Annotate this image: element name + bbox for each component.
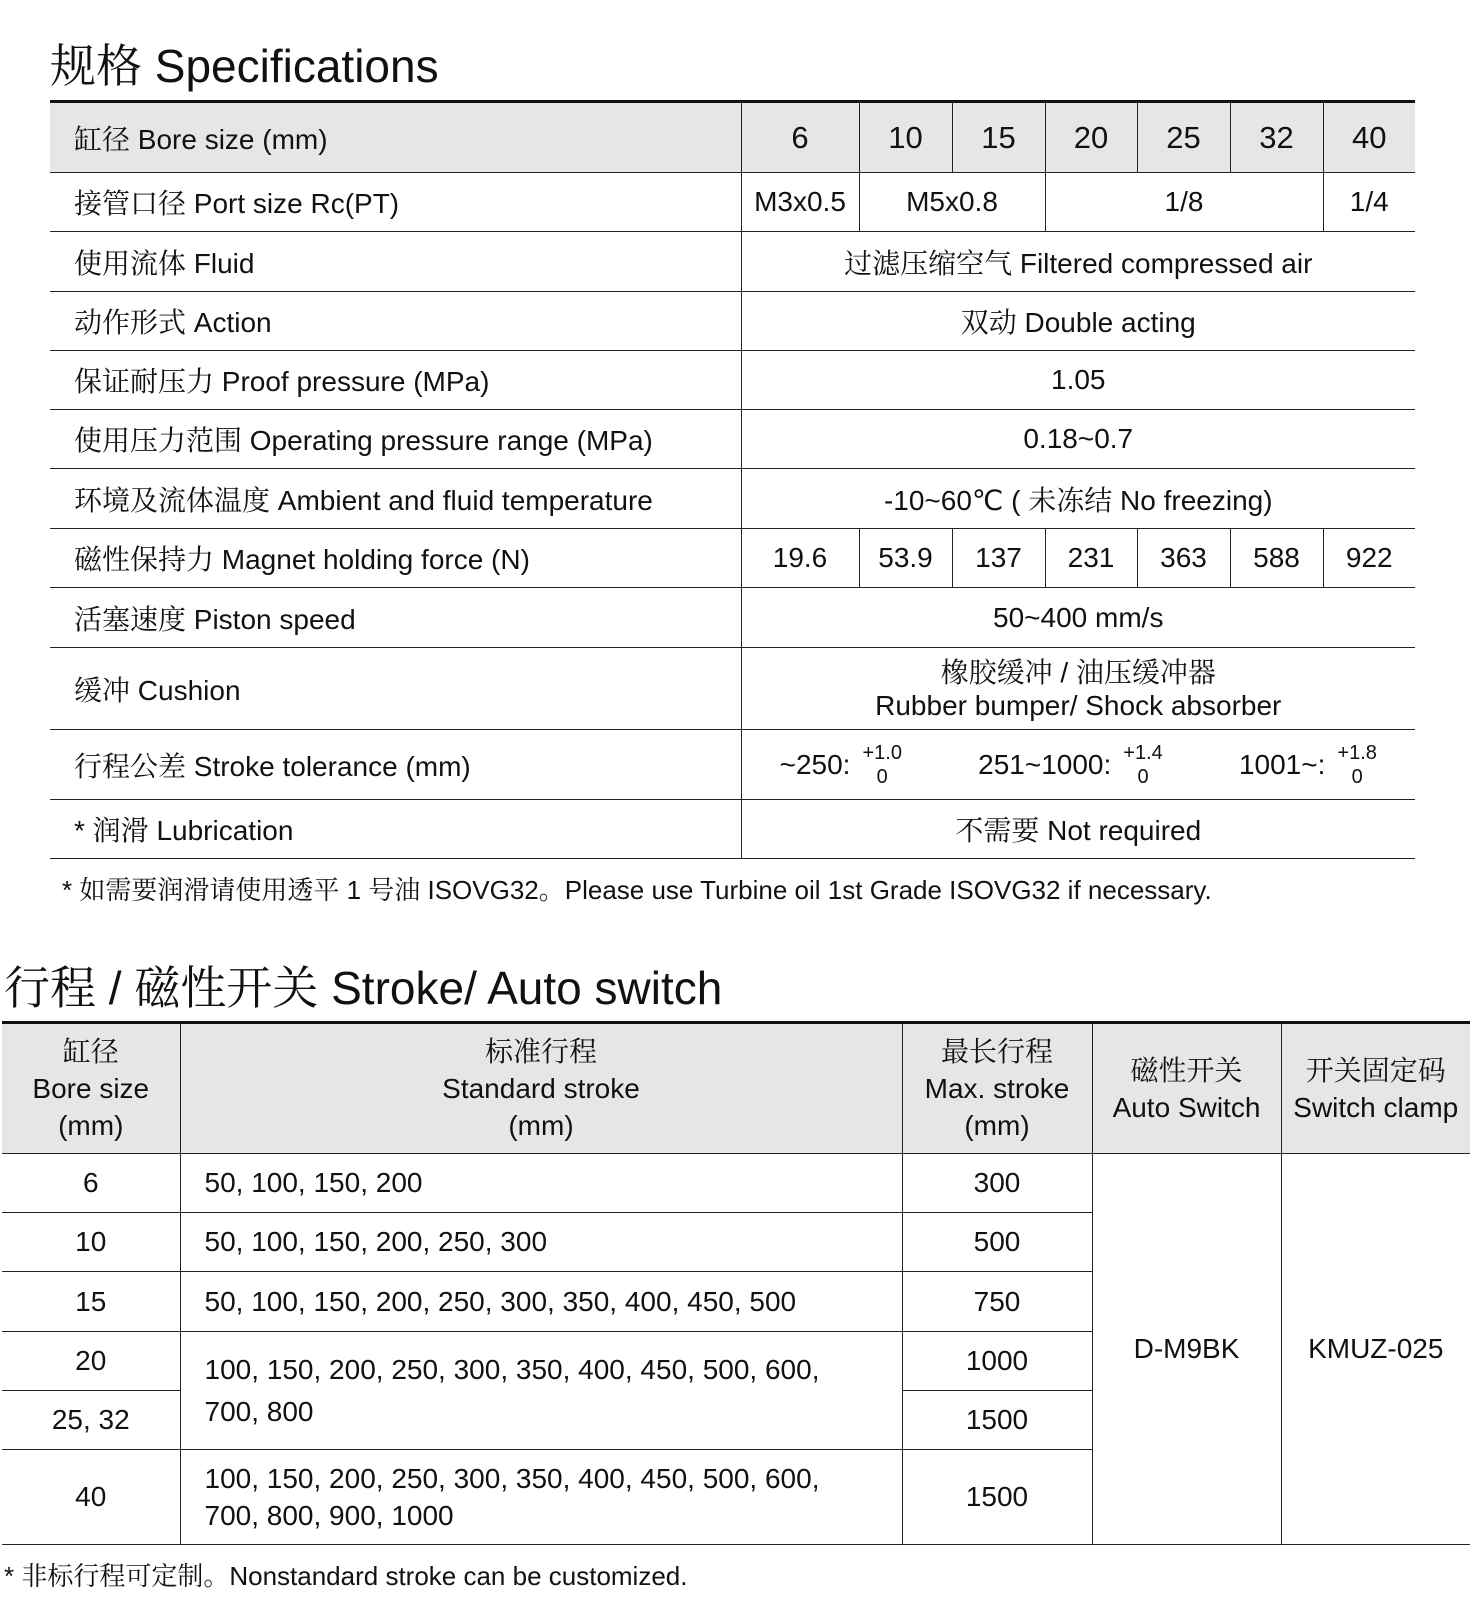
specifications-table bbox=[50, 100, 1415, 859]
operating-pressure-row bbox=[50, 410, 1415, 469]
bore-cell: 40 bbox=[2, 1450, 180, 1545]
header-max-stroke: 最长行程 Max. stroke (mm) bbox=[902, 1023, 1092, 1154]
max-stroke-cell: 500 bbox=[902, 1213, 1092, 1272]
tolerance-item bbox=[1239, 741, 1377, 789]
standard-stroke-cell: 100, 150, 200, 250, 300, 350, 400, 450, 500, 600, 700, 800, 900, 1000 bbox=[180, 1450, 902, 1545]
magnet-force-row bbox=[50, 529, 1415, 588]
row-label: 磁性保持力 Magnet holding force (N) bbox=[50, 529, 741, 588]
cushion-value-cn: 橡胶缓冲 / 油压缓冲器 bbox=[940, 656, 1216, 688]
port-value: 1/8 bbox=[1045, 173, 1323, 232]
bore-value: 10 bbox=[859, 102, 952, 173]
bore-value: 20 bbox=[1045, 102, 1137, 173]
header-bore: 缸径 Bore size (mm) bbox=[2, 1023, 180, 1154]
bore-value: 32 bbox=[1230, 102, 1323, 173]
temperature-value: -10~60℃ ( 未冻结 No freezing) bbox=[741, 469, 1415, 529]
max-stroke-cell: 300 bbox=[902, 1154, 1092, 1213]
standard-stroke-cell: 50, 100, 150, 200, 250, 300, 350, 400, 450, 500 bbox=[180, 1272, 902, 1332]
specifications-note: * 如需要润滑请使用透平 1 号油 ISOVG32。Please use Turbine oil 1st Grade ISOVG32 if necessary. bbox=[62, 875, 1212, 905]
specifications-title: 规格 Specifications bbox=[50, 40, 439, 92]
stroke-tolerance-value bbox=[741, 730, 1415, 800]
header-standard-stroke: 标准行程 Standard stroke (mm) bbox=[180, 1023, 902, 1154]
bore-cell: 15 bbox=[2, 1272, 180, 1332]
standard-stroke-cell: 50, 100, 150, 200 bbox=[180, 1154, 902, 1213]
bore-cell: 10 bbox=[2, 1213, 180, 1272]
standard-stroke-cell: 50, 100, 150, 200, 250, 300 bbox=[180, 1213, 902, 1272]
row-label: 缸径 Bore size (mm) bbox=[50, 102, 741, 173]
bore-value: 6 bbox=[741, 102, 859, 173]
max-stroke-cell: 1500 bbox=[902, 1450, 1092, 1545]
auto-switch-cell: D-M9BK bbox=[1092, 1154, 1281, 1545]
action-value: 双动 Double acting bbox=[741, 292, 1415, 351]
lubrication-value: 不需要 Not required bbox=[741, 800, 1415, 859]
row-label: 保证耐压力 Proof pressure (MPa) bbox=[50, 351, 741, 410]
piston-speed-row bbox=[50, 588, 1415, 648]
tolerance-lower: 0 bbox=[1351, 765, 1363, 788]
bore-value: 15 bbox=[952, 102, 1045, 173]
row-label: 行程公差 Stroke tolerance (mm) bbox=[50, 730, 741, 800]
row-label: 接管口径 Port size Rc(PT) bbox=[50, 173, 741, 232]
switch-clamp-cell: KMUZ-025 bbox=[1281, 1154, 1470, 1545]
row-label: 动作形式 Action bbox=[50, 292, 741, 351]
magnet-value: 231 bbox=[1045, 529, 1137, 588]
port-value: 1/4 bbox=[1323, 173, 1415, 232]
standard-stroke-cell: 100, 150, 200, 250, 300, 350, 400, 450, 500, 600, 700, 800 bbox=[180, 1332, 902, 1450]
row-label: 使用压力范围 Operating pressure range (MPa) bbox=[50, 410, 741, 469]
row-label: 缓冲 Cushion bbox=[50, 648, 741, 730]
bore-size-row bbox=[50, 102, 1415, 173]
magnet-value: 588 bbox=[1230, 529, 1323, 588]
magnet-value: 19.6 bbox=[741, 529, 859, 588]
temperature-row bbox=[50, 469, 1415, 529]
max-stroke-cell: 1500 bbox=[902, 1391, 1092, 1450]
fluid-row bbox=[50, 232, 1415, 292]
header-auto-switch: 磁性开关 Auto Switch bbox=[1092, 1023, 1281, 1154]
table-row bbox=[2, 1154, 1470, 1213]
stroke-switch-title: 行程 / 磁性开关 Stroke/ Auto switch bbox=[4, 962, 723, 1014]
row-label: 环境及流体温度 Ambient and fluid temperature bbox=[50, 469, 741, 529]
proof-pressure-value: 1.05 bbox=[741, 351, 1415, 410]
action-row bbox=[50, 292, 1415, 351]
header-switch-clamp: 开关固定码 Switch clamp bbox=[1281, 1023, 1470, 1154]
tolerance-item bbox=[780, 741, 902, 789]
tolerance-range: ~250: bbox=[779, 748, 851, 780]
piston-speed-value: 50~400 mm/s bbox=[741, 588, 1415, 648]
magnet-value: 363 bbox=[1137, 529, 1230, 588]
cushion-value-en: Rubber bumper/ Shock absorber bbox=[875, 689, 1282, 721]
cushion-value bbox=[741, 648, 1415, 730]
bore-cell: 20 bbox=[2, 1332, 180, 1391]
bore-value: 25 bbox=[1137, 102, 1230, 173]
row-label: * 润滑 Lubrication bbox=[50, 800, 741, 859]
bore-cell: 25, 32 bbox=[2, 1391, 180, 1450]
proof-pressure-row bbox=[50, 351, 1415, 410]
cushion-row bbox=[50, 648, 1415, 730]
magnet-value: 922 bbox=[1323, 529, 1415, 588]
tolerance-lower: 0 bbox=[1137, 765, 1149, 788]
fluid-value: 过滤压缩空气 Filtered compressed air bbox=[741, 232, 1415, 292]
bore-value: 40 bbox=[1323, 102, 1415, 173]
max-stroke-cell: 1000 bbox=[902, 1332, 1092, 1391]
port-size-row bbox=[50, 173, 1415, 232]
magnet-value: 53.9 bbox=[859, 529, 952, 588]
stroke-tolerance-row bbox=[50, 730, 1415, 800]
row-label: 使用流体 Fluid bbox=[50, 232, 741, 292]
tolerance-item bbox=[978, 741, 1163, 789]
stroke-note: * 非标行程可定制。Nonstandard stroke can be customized. bbox=[4, 1561, 688, 1591]
bore-cell: 6 bbox=[2, 1154, 180, 1213]
operating-pressure-value: 0.18~0.7 bbox=[741, 410, 1415, 469]
tolerance-upper: +1.8 bbox=[1337, 741, 1377, 764]
tolerance-upper: +1.4 bbox=[1123, 741, 1163, 764]
tolerance-lower: 0 bbox=[876, 765, 888, 788]
lubrication-row bbox=[50, 800, 1415, 859]
port-value: M5x0.8 bbox=[859, 173, 1045, 232]
stroke-table bbox=[2, 1021, 1470, 1545]
tolerance-upper: +1.0 bbox=[862, 741, 902, 764]
row-label: 活塞速度 Piston speed bbox=[50, 588, 741, 648]
port-value: M3x0.5 bbox=[741, 173, 859, 232]
magnet-value: 137 bbox=[952, 529, 1045, 588]
max-stroke-cell: 750 bbox=[902, 1272, 1092, 1332]
stroke-header-row bbox=[2, 1023, 1470, 1154]
tolerance-range: 1001~: bbox=[1238, 748, 1326, 780]
tolerance-range: 251~1000: bbox=[978, 748, 1112, 780]
